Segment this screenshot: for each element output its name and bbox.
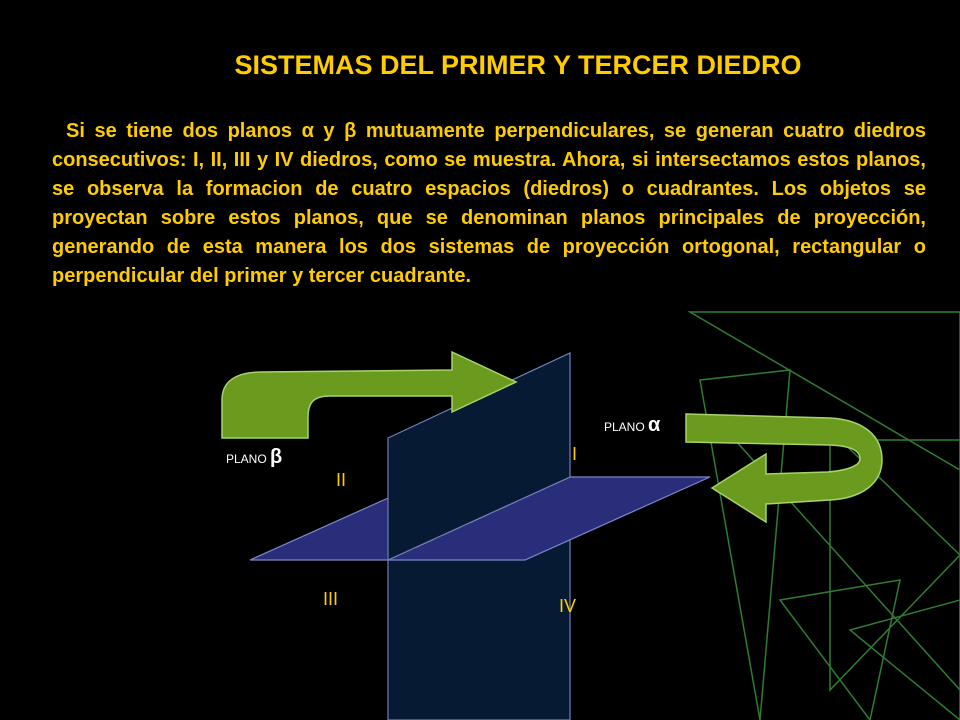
body-paragraph: Si se tiene dos planos α y β mutuamente perpendiculares, se generan cuatro diedros consecutivos: I, II, III y IV diedros, como se muestra. Ahora, si intersectamos estos planos, se observa la formacion de cuatro espacios (diedros) o cuadrantes. Los objetos se proyectan sobre estos planos, que se denominan planos principales de proyección, generando de esta manera los dos sistemas de proyección ortogonal, rectangular o perpendicular del primer y tercer cuadrante. [52,120,926,287]
beta-symbol: β [270,446,283,468]
rotation-arrow-alpha [686,414,882,522]
plane-beta-label [226,446,282,469]
plane-alpha-label [604,414,660,437]
quadrant-label-iv: IV [559,596,577,616]
plane-alpha-prefix: PLANO [604,420,645,434]
plane-beta-prefix: PLANO [226,452,267,466]
quadrant-label-ii: II [336,470,347,490]
quadrant-label-i: I [572,444,578,464]
quadrant-label-iii: III [323,589,339,609]
alpha-symbol: α [648,414,661,436]
slide-title: SISTEMAS DEL PRIMER Y TERCER DIEDRO [234,50,802,80]
